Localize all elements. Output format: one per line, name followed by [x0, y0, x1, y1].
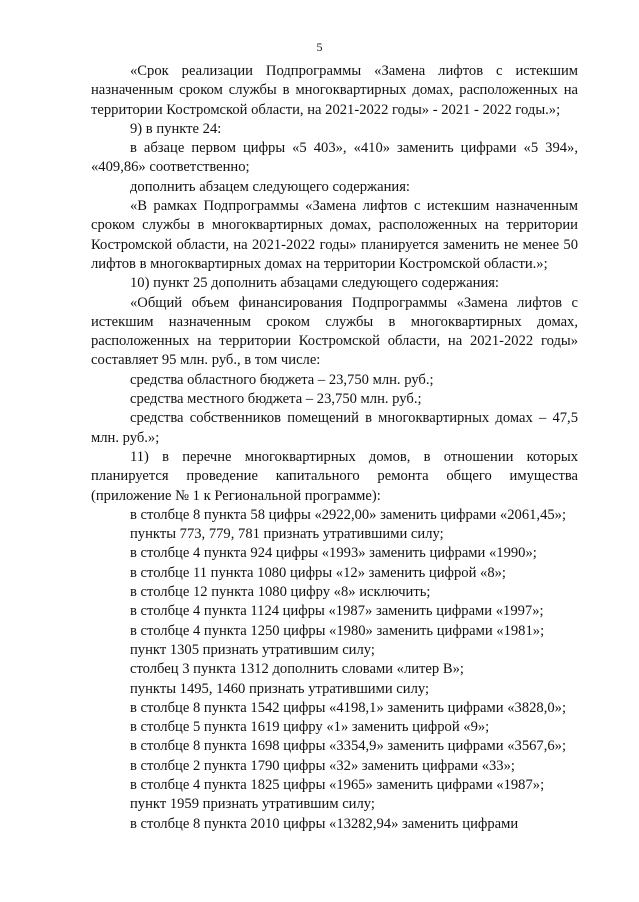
paragraph-srok-realizatsii: «Срок реализации Подпрограммы «Замена лифтов с истекшим назначенным сроком службы в многоквартирных домах, расположенных на территории Костромской области, на 2021-2022 годы» - 2021 - 2022 годы.»; — [91, 63, 578, 118]
paragraph-punkt-1825: в столбце 4 пункта 1825 цифры «1965» заменить цифрами «1987»; — [130, 776, 545, 793]
paragraph-punkt-1250: в столбце 4 пункта 1250 цифры «1980» заменить цифрами «1981»; — [130, 622, 545, 639]
paragraph-punkt-1124: в столбце 4 пункта 1124 цифры «1987» заменить цифрами «1997»; — [130, 603, 544, 620]
paragraph-punkt-58: в столбце 8 пункта 58 цифры «2922,00» заменить цифрами «2061,45»; — [130, 506, 567, 523]
paragraph-punkty-1495-1460: пункты 1495, 1460 признать утратившими силу; — [130, 680, 430, 697]
paragraph-punkt-1619: в столбце 5 пункта 1619 цифру «1» заменить цифрой «9»; — [130, 719, 490, 736]
paragraph-item-10: 10) пункт 25 дополнить абзацами следующего содержания: — [130, 275, 499, 292]
paragraph-item-9-quote: «В рамках Подпрограммы «Замена лифтов с истекшим назначенным сроком службы в многоквартирных домах, расположенных на территории Костромской области, на 2021-2022 годы» планируется заменить не менее 50 лифтов в многоквартирных домах на территории Костромской области.»; — [91, 198, 578, 272]
document-body — [91, 62, 578, 834]
paragraph-sredstva-sobstvennikov: средства собственников помещений в многоквартирных домах – 47,5 млн. руб.»; — [91, 410, 578, 446]
paragraph-punkt-1542: в столбце 8 пункта 1542 цифры «4198,1» заменить цифрами «3828,0»; — [130, 699, 567, 716]
paragraph-oblastnoi-byudzhet: средства областного бюджета – 23,750 млн. руб.; — [130, 371, 434, 388]
page-number: 5 — [316, 40, 323, 54]
paragraph-punkt-1080-stolbets-12: в столбце 12 пункта 1080 цифру «8» исключить; — [130, 584, 431, 601]
paragraph-punkt-1698: в столбце 8 пункта 1698 цифры «3354,9» заменить цифрами «3567,6»; — [130, 738, 567, 755]
paragraph-item-10-obshchii-obem: «Общий объем финансирования Подпрограммы «Замена лифтов с истекшим назначенным сроком службы в многоквартирных домах, расположенных на территории Костромской области, на 2021-2022 годы» составляет 95 млн. руб., в том числе: — [91, 294, 578, 369]
paragraph-punkt-1080-stolbets-11: в столбце 11 пункта 1080 цифры «12» заменить цифрой «8»; — [130, 564, 506, 581]
paragraph-item-9-dopolnit: дополнить абзацем следующего содержания: — [130, 178, 410, 195]
paragraph-punkt-1959: пункт 1959 признать утратившим силу; — [130, 796, 375, 813]
paragraph-item-11: 11) в перечне многоквартирных домов, в отношении которых планируется проведение капитального ремонта общего имущества (приложение № 1 к Региональной программе): — [91, 448, 578, 504]
paragraph-mestnyi-byudzhet: средства местного бюджета – 23,750 млн. руб.; — [130, 391, 422, 408]
paragraph-punkt-2010: в столбце 8 пункта 2010 цифры «13282,94» заменить цифрами — [130, 815, 519, 832]
paragraph-item-9: 9) в пункте 24: — [130, 120, 222, 137]
paragraph-punkt-1790: в столбце 2 пункта 1790 цифры «32» заменить цифрами «33»; — [130, 757, 515, 774]
paragraph-punkty-773-779-781: пункты 773, 779, 781 признать утратившими силу; — [130, 526, 444, 543]
paragraph-punkt-924: в столбце 4 пункта 924 цифры «1993» заменить цифрами «1990»; — [130, 545, 537, 562]
paragraph-item-9-abzats-pervyi: в абзаце первом цифры «5 403», «410» заменить цифрами «5 394», «409,86» соответственно; — [91, 140, 578, 176]
paragraph-punkt-1305: пункт 1305 признать утратившим силу; — [130, 641, 375, 658]
paragraph-punkt-1312: столбец 3 пункта 1312 дополнить словами «литер В»; — [130, 661, 464, 678]
